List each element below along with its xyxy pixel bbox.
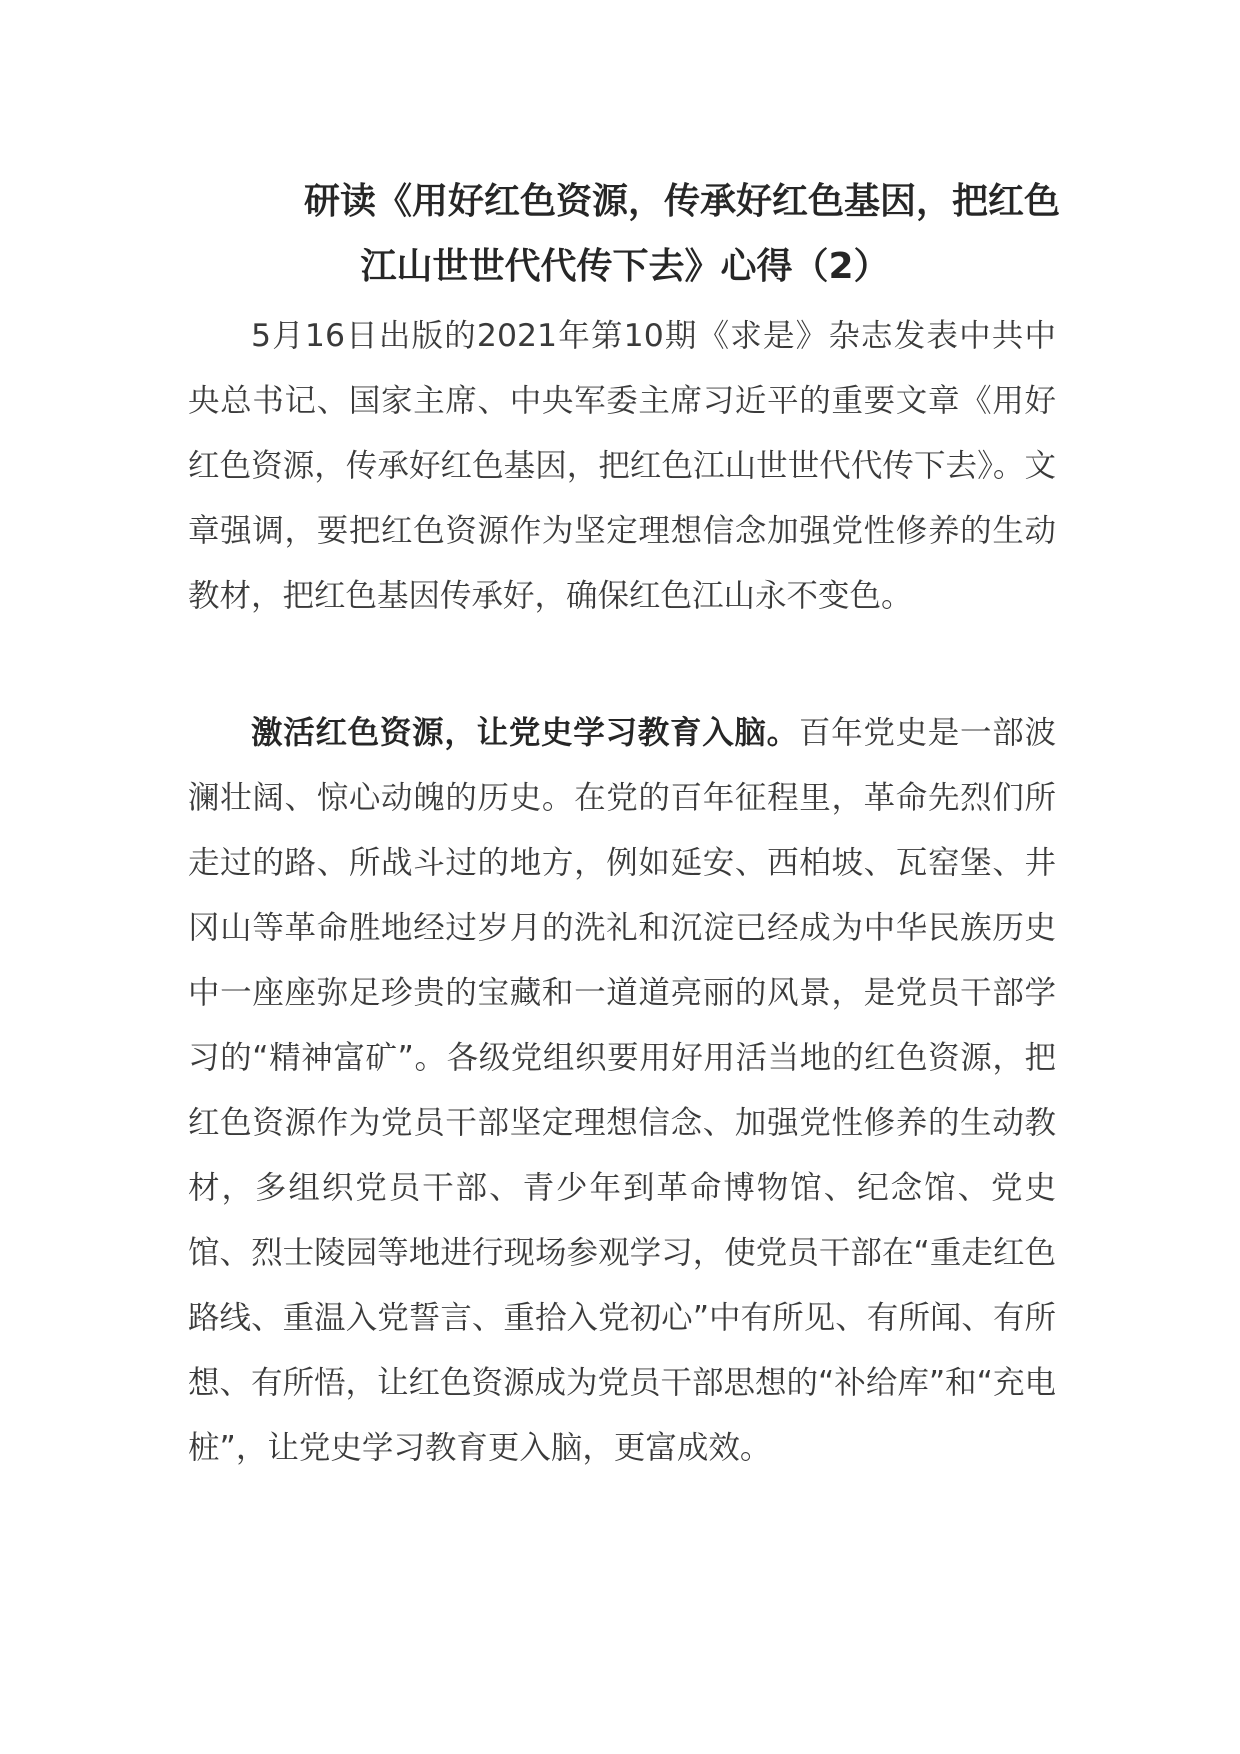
paragraph-2-block (188, 701, 1056, 1481)
paragraph-2-text: 百年党史是一部波澜壮阔、惊心动魄的历史。在党的百年征程里，革命先烈们所走过的路、所战斗过的地方，例如延安、西柏坡、瓦窑堡、井冈山等革命胜地经过岁月的洗礼和沉淀已经成为中华民族历史中一座座弥足珍贵的宝藏和一道道亮丽的风景，是党员干部学习的“精神富矿”。各级党组织要用好用活当地的红色资源，把红色资源作为党员干部坚定理想信念、加强党性修养的生动教材，多组织党员干部、青少年到革命博物馆、纪念馆、党史馆、烈士陵园等地进行现场参观学习，使党员干部在“重走红色路线、重温入党誓言、重拾入党初心”中有所见、有所闻、有所想、有所悟，让红色资源成为党员干部思想的“补给库”和“充电桩”，让党史学习教育更入脑，更富成效。 (188, 715, 1056, 1466)
paragraph-2 (188, 701, 1056, 1481)
paragraph-2-lead: 激活红色资源，让党史学习教育入脑。 (251, 715, 799, 751)
paragraph-1: 5月16日出版的2021年第10期《求是》杂志发表中共中央总书记、国家主席、中央军委主席习近平的重要文章《用好红色资源，传承好红色基因，把红色江山世世代代传下去》。文章强调，要把红色资源作为坚定理想信念加强党性修养的生动教材，把红色基因传承好，确保红色江山永不变色。 (188, 318, 1056, 614)
title-line-1: 研读《用好红色资源，传承好红色基因，把红色 (303, 181, 1060, 222)
paragraph-1-block (188, 304, 1056, 629)
title-line-2: 江山世世代代传下去》心得（2） (360, 246, 890, 287)
